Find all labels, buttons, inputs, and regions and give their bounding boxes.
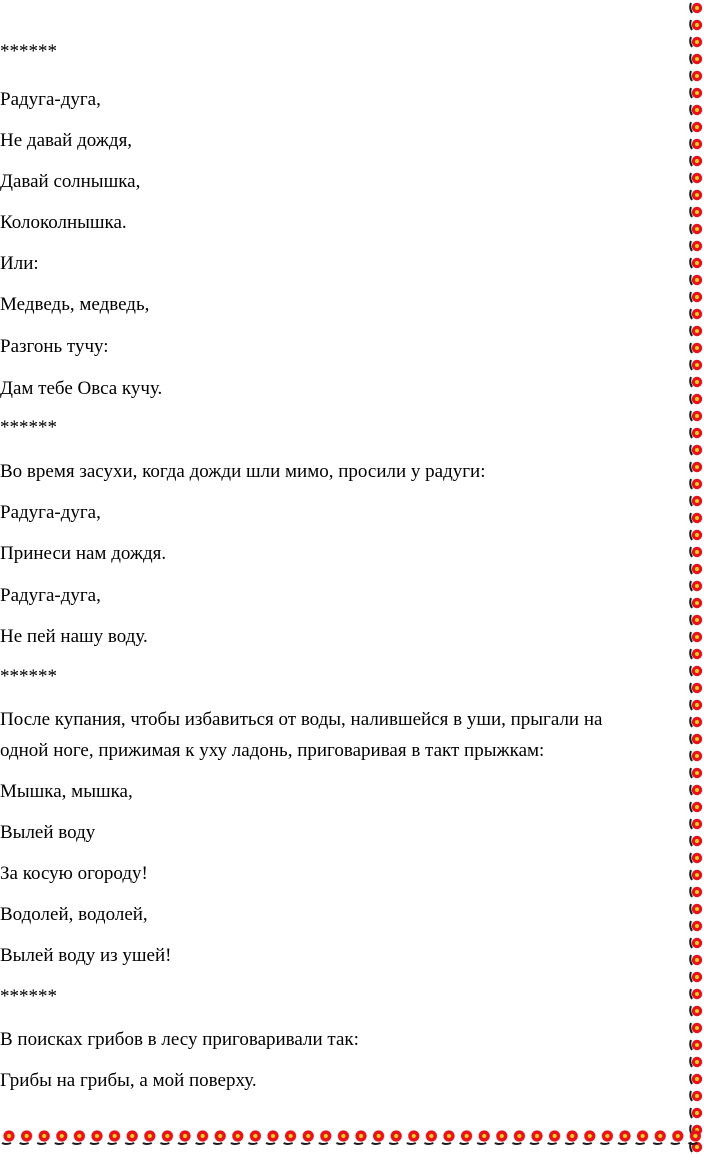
verse-line: Водолей, водолей,	[0, 904, 148, 925]
verse-line: Медведь, медведь,	[0, 294, 150, 315]
separator-line: ******	[0, 986, 57, 1007]
paragraph-line: После купания, чтобы избавиться от воды, налившейся в уши, прыгали на	[0, 709, 603, 730]
verse-line: Давай солнышка,	[0, 171, 141, 192]
flower-ornament-icon	[0, 1128, 704, 1146]
flower-ornament-icon	[688, 0, 704, 1154]
verse-line: Радуга-дуга,	[0, 89, 101, 110]
paragraph-line: Во время засухи, когда дожди шли мимо, просили у радуги:	[0, 461, 486, 482]
verse-line: Не давай дождя,	[0, 130, 133, 151]
verse-line: Колоколнышка.	[0, 212, 127, 233]
verse-line: Вылей воду из ушей!	[0, 945, 172, 966]
verse-line: Принеси нам дождя.	[0, 543, 167, 564]
paragraph-line: одной ноге, прижимая к уху ладонь, приговаривая в такт прыжкам:	[0, 740, 545, 761]
decorative-border-right	[688, 0, 704, 1154]
paragraph-line: Грибы на грибы, а мой поверху.	[0, 1070, 257, 1091]
separator-line: ******	[0, 666, 57, 687]
paragraph-line: В поисках грибов в лесу приговаривали так:	[0, 1029, 359, 1050]
verse-line: Или:	[0, 253, 39, 274]
verse-line: Дам тебе Овса кучу.	[0, 378, 163, 399]
decorative-border-bottom	[0, 1128, 704, 1146]
verse-line: Радуга-дуга,	[0, 502, 101, 523]
verse-line: Не пей нашу воду.	[0, 626, 148, 647]
verse-line: Вылей воду	[0, 822, 96, 843]
verse-line: За косую огороду!	[0, 863, 148, 884]
separator-line: ******	[0, 41, 57, 62]
verse-line: Разгонь тучу:	[0, 336, 109, 357]
verse-line: Радуга-дуга,	[0, 585, 101, 606]
verse-line: Мышка, мышка,	[0, 781, 133, 802]
separator-line: ******	[0, 417, 57, 438]
